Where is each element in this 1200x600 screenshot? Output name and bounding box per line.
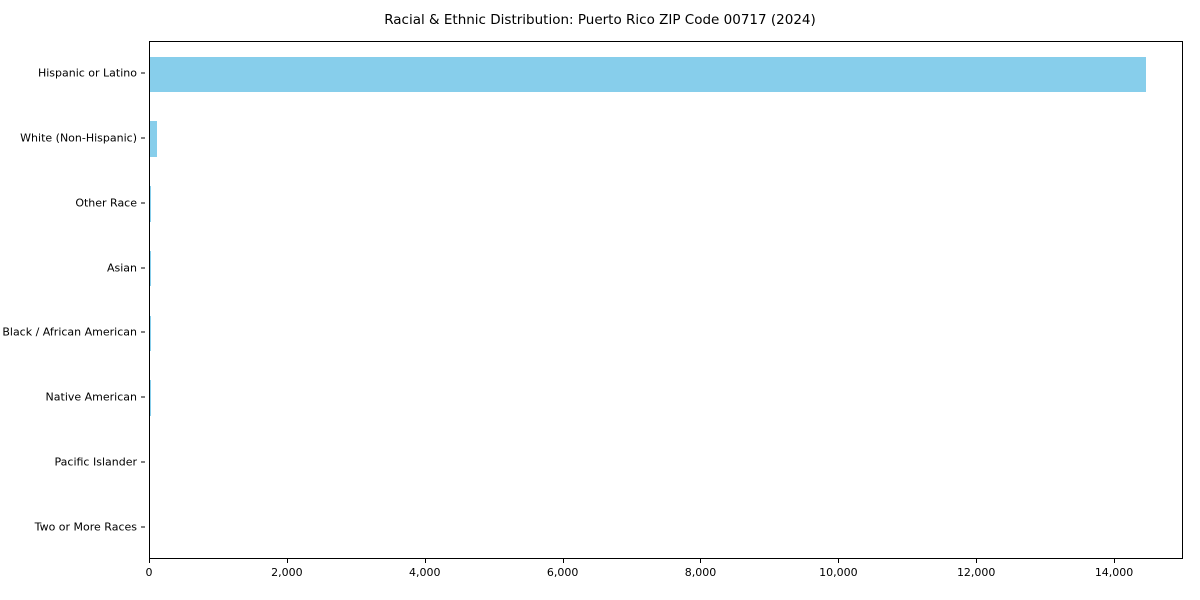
bar xyxy=(150,121,157,157)
x-axis-tick-mark xyxy=(700,559,701,563)
y-axis-tick-mark xyxy=(141,202,145,203)
y-axis-tick-label: Pacific Islander xyxy=(54,455,137,469)
y-axis-tick-label: White (Non-Hispanic) xyxy=(20,131,137,145)
x-axis-tick-mark xyxy=(287,559,288,563)
x-axis-tick-mark xyxy=(149,559,150,563)
y-axis-tick-label: Two or More Races xyxy=(34,520,137,534)
x-axis-tick-label: 2,000 xyxy=(271,566,303,579)
y-axis-tick-mark xyxy=(141,73,145,74)
plot-area xyxy=(149,41,1183,559)
bar xyxy=(150,251,151,287)
x-axis-tick-mark xyxy=(563,559,564,563)
y-axis-tick-mark xyxy=(141,397,145,398)
y-axis-tick-label: Asian xyxy=(106,261,137,275)
x-axis-tick-label: 10,000 xyxy=(819,566,858,579)
x-axis-tick-label: 12,000 xyxy=(956,566,996,579)
chart-title: Racial & Ethnic Distribution: Puerto Rico ZIP Code 00717 (2024) xyxy=(384,12,816,28)
bar xyxy=(150,57,1146,93)
x-axis-tick-mark xyxy=(1114,559,1115,563)
x-axis-tick-label: 14,000 xyxy=(1094,566,1134,579)
y-axis-tick-label: Black / African American xyxy=(2,325,137,339)
y-axis-tick-mark xyxy=(141,267,145,268)
x-axis-tick-label: 0 xyxy=(145,566,153,579)
bar xyxy=(150,186,151,222)
y-axis-tick-label: Native American xyxy=(45,390,137,404)
x-axis-tick-mark xyxy=(838,559,839,563)
x-axis-tick-mark xyxy=(425,559,426,563)
x-axis-tick-label: 8,000 xyxy=(684,566,717,579)
x-axis-tick-mark xyxy=(976,559,977,563)
y-axis-labels xyxy=(0,41,145,559)
y-axis-tick-mark xyxy=(141,461,145,462)
y-axis-tick-label: Other Race xyxy=(75,196,137,210)
y-axis-tick-mark xyxy=(141,332,145,333)
x-axis-tick-label: 4,000 xyxy=(408,566,441,579)
x-axis-tick-label: 6,000 xyxy=(546,566,579,579)
x-axis-ticks xyxy=(145,559,1183,599)
y-axis-tick-label: Hispanic or Latino xyxy=(37,66,137,80)
bars-layer xyxy=(150,42,1182,558)
y-axis-tick-mark xyxy=(141,138,145,139)
y-axis-tick-mark xyxy=(141,526,145,527)
